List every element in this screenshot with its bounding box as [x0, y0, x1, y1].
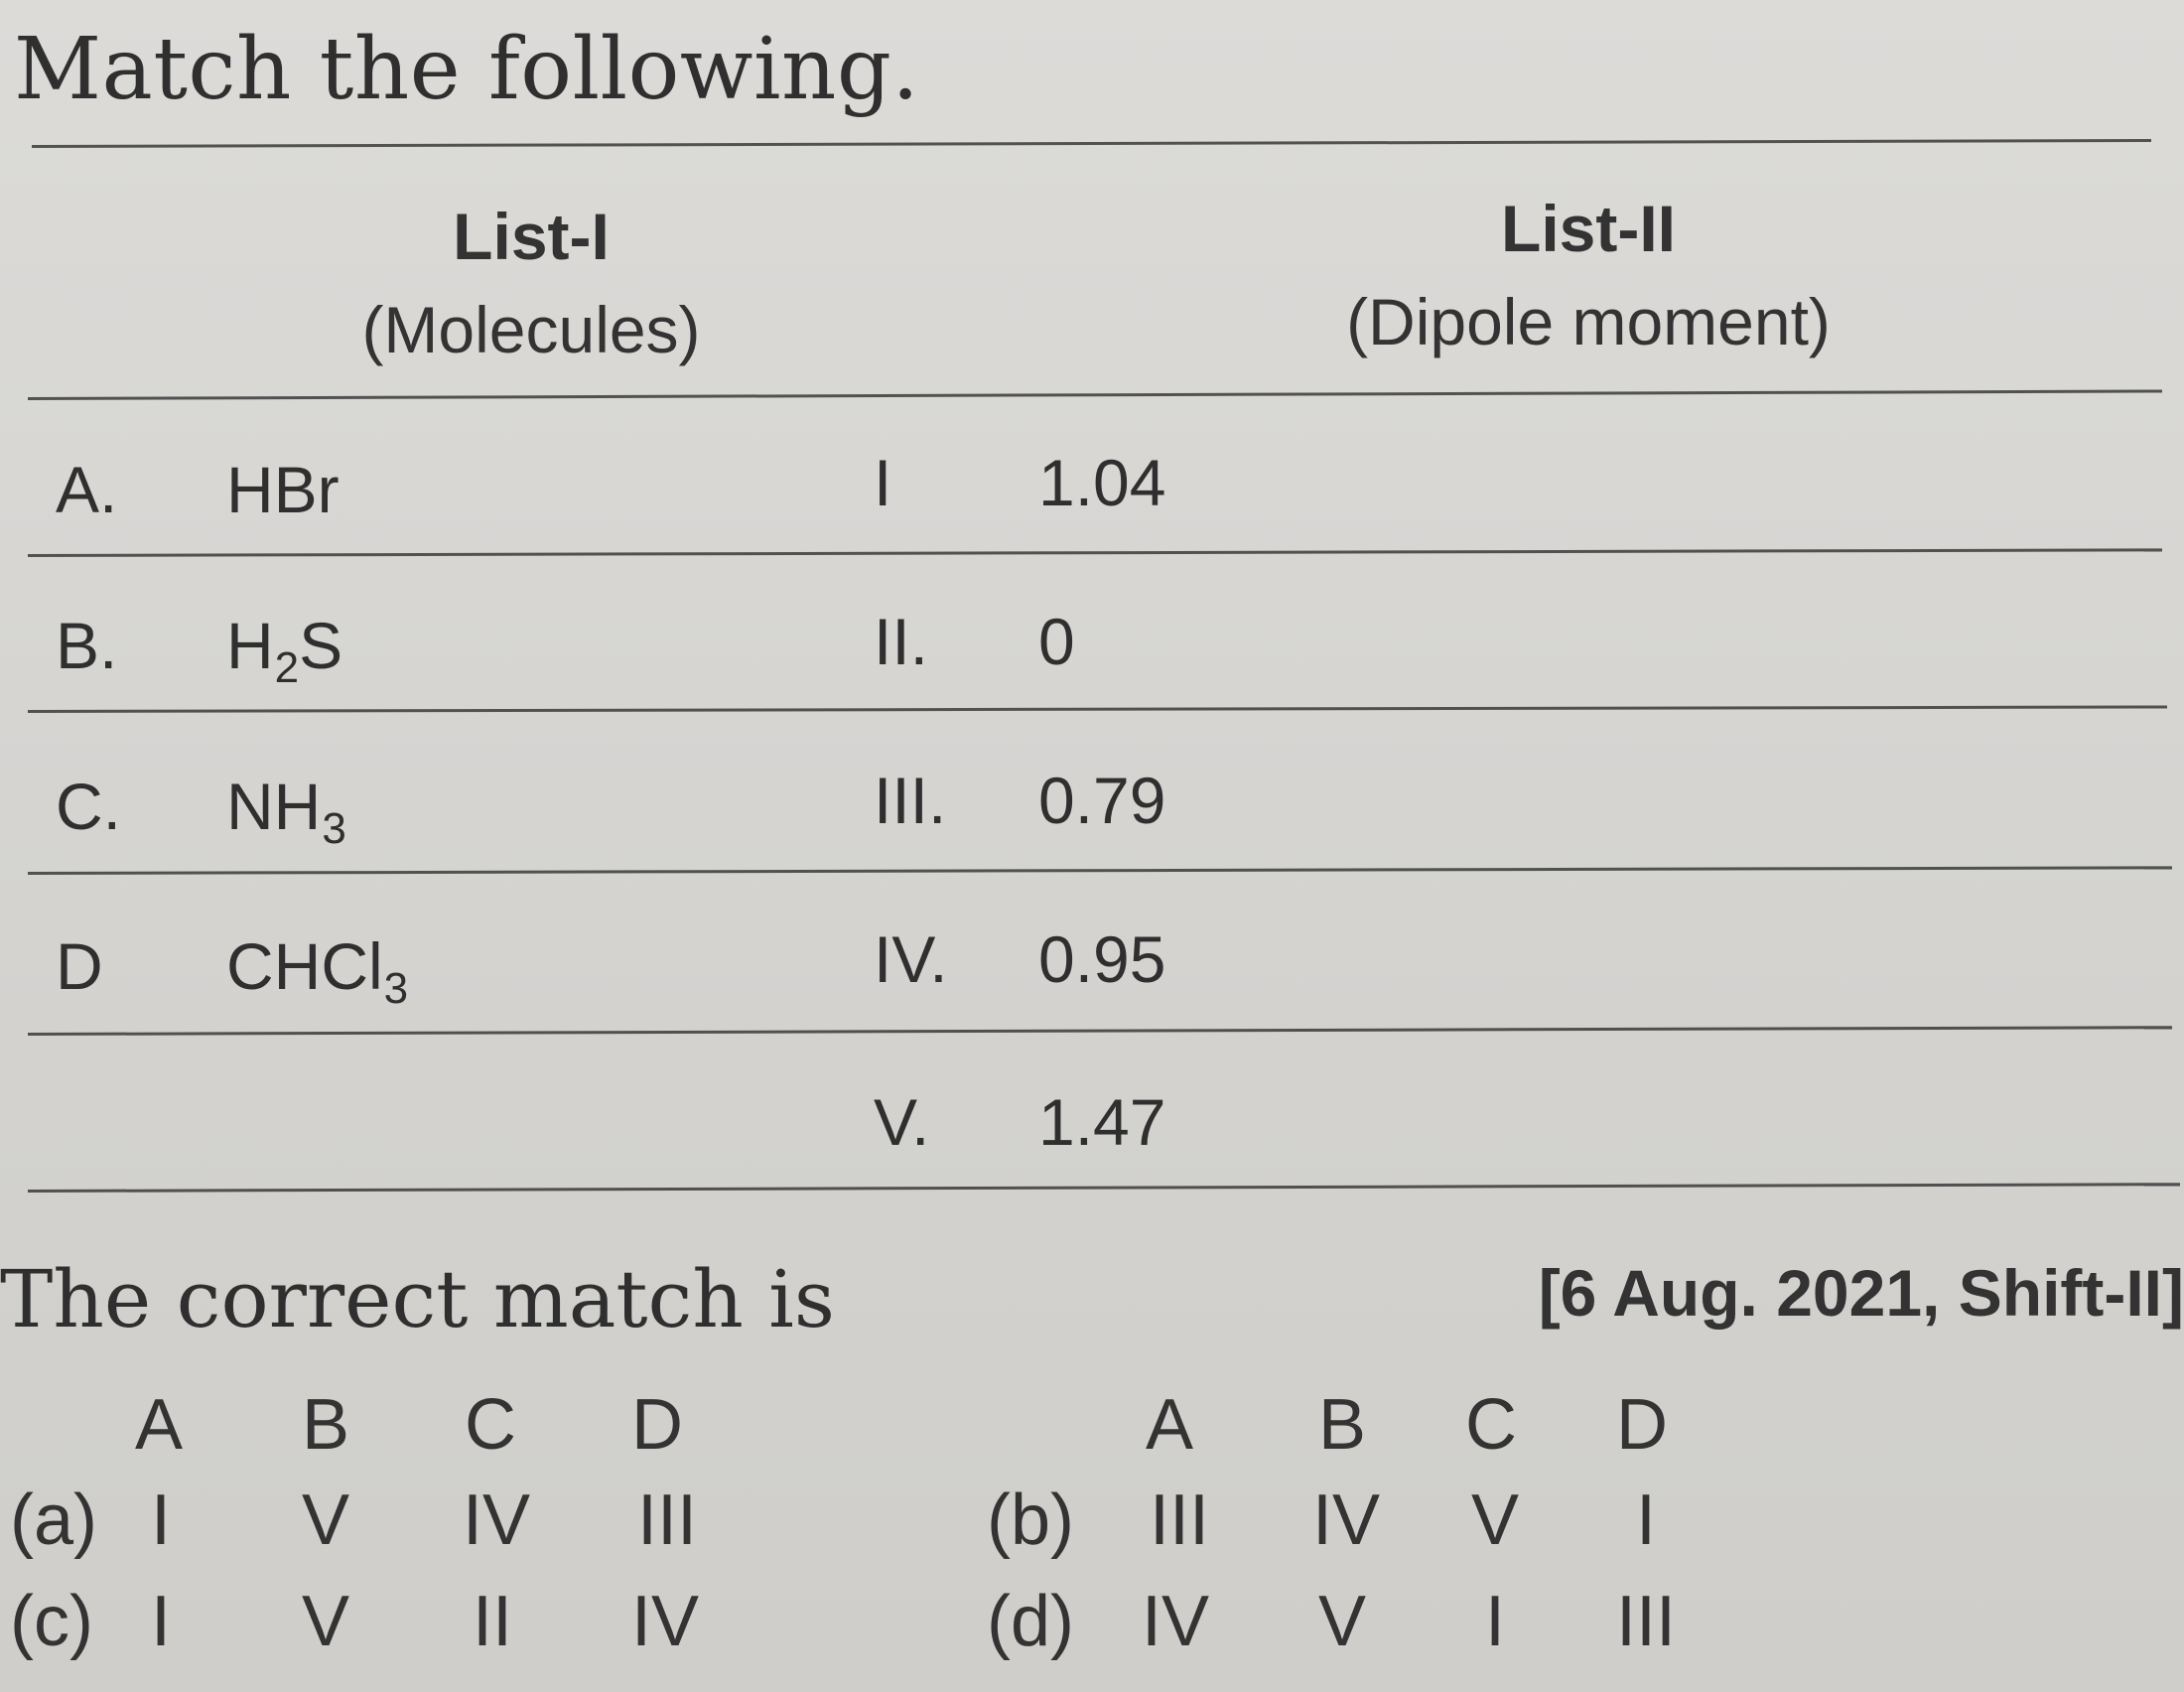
divider: [28, 1183, 2180, 1193]
list2-row-label: IV.: [874, 922, 948, 996]
option-value: V: [1471, 1480, 1520, 1560]
list1-row-label: C.: [56, 770, 121, 843]
option-column-header: A: [1146, 1385, 1194, 1465]
divider: [28, 1026, 2172, 1036]
divider: [28, 389, 2162, 400]
list2-subtitle: (Dipole moment): [1346, 285, 1831, 358]
divider: [28, 866, 2172, 875]
option-column-header: B: [302, 1385, 350, 1465]
divider: [32, 139, 2151, 148]
divider: [28, 548, 2162, 557]
option-label[interactable]: (d): [987, 1582, 1074, 1661]
exam-source: [6 Aug. 2021, Shift-II]: [1538, 1256, 2184, 1330]
option-value: IV: [631, 1582, 700, 1661]
list1-title: List-I: [453, 200, 610, 273]
list2-title: List-II: [1501, 192, 1676, 265]
dipole-value: 0.79: [1038, 764, 1166, 837]
option-value: IV: [463, 1480, 531, 1560]
option-value: V: [302, 1480, 350, 1560]
option-value: IV: [1312, 1480, 1381, 1560]
list1-subtitle: (Molecules): [361, 293, 701, 366]
option-column-header: C: [1465, 1385, 1517, 1465]
dipole-value: 1.47: [1038, 1085, 1166, 1159]
question-text: The correct match is: [0, 1253, 835, 1345]
list2-row-label: III.: [874, 764, 947, 837]
dipole-value: 0.95: [1038, 922, 1166, 996]
molecule-formula: HBr: [226, 453, 340, 526]
list2-row-label: II.: [874, 605, 929, 678]
option-value: IV: [1142, 1582, 1210, 1661]
option-value: I: [1636, 1480, 1657, 1560]
option-column-header: A: [135, 1385, 184, 1465]
list2-heading: [1291, 191, 1886, 359]
molecule-formula: CHCl$_3$: [226, 929, 409, 1013]
option-column-header: D: [631, 1385, 683, 1465]
list1-row-label: D: [56, 929, 103, 1003]
divider: [28, 705, 2167, 713]
option-label[interactable]: (c): [10, 1582, 93, 1661]
dipole-value: 0: [1038, 605, 1075, 678]
molecule-formula: $NH_3$: [226, 770, 346, 853]
list2-row-label: I: [874, 446, 892, 519]
option-value: II: [473, 1582, 513, 1661]
option-value: I: [151, 1480, 172, 1560]
option-value: V: [1318, 1582, 1367, 1661]
option-value: III: [637, 1480, 698, 1560]
option-label[interactable]: (b): [987, 1480, 1074, 1560]
option-label[interactable]: (a): [10, 1480, 97, 1560]
dipole-value: 1.04: [1038, 446, 1166, 519]
option-value: I: [1485, 1582, 1506, 1661]
option-value: I: [151, 1582, 172, 1661]
option-column-header: B: [1318, 1385, 1367, 1465]
molecule-formula: $H_2S$: [226, 609, 343, 692]
list1-row-label: A.: [56, 453, 118, 526]
option-column-header: C: [465, 1385, 516, 1465]
list2-row-label: V.: [874, 1085, 930, 1159]
list1-row-label: B.: [56, 609, 118, 682]
option-value: V: [302, 1582, 350, 1661]
option-column-header: D: [1616, 1385, 1668, 1465]
option-value: III: [1150, 1480, 1210, 1560]
list1-heading: [328, 199, 735, 367]
page-title: Match the following.: [14, 20, 920, 119]
option-value: III: [1616, 1582, 1677, 1661]
